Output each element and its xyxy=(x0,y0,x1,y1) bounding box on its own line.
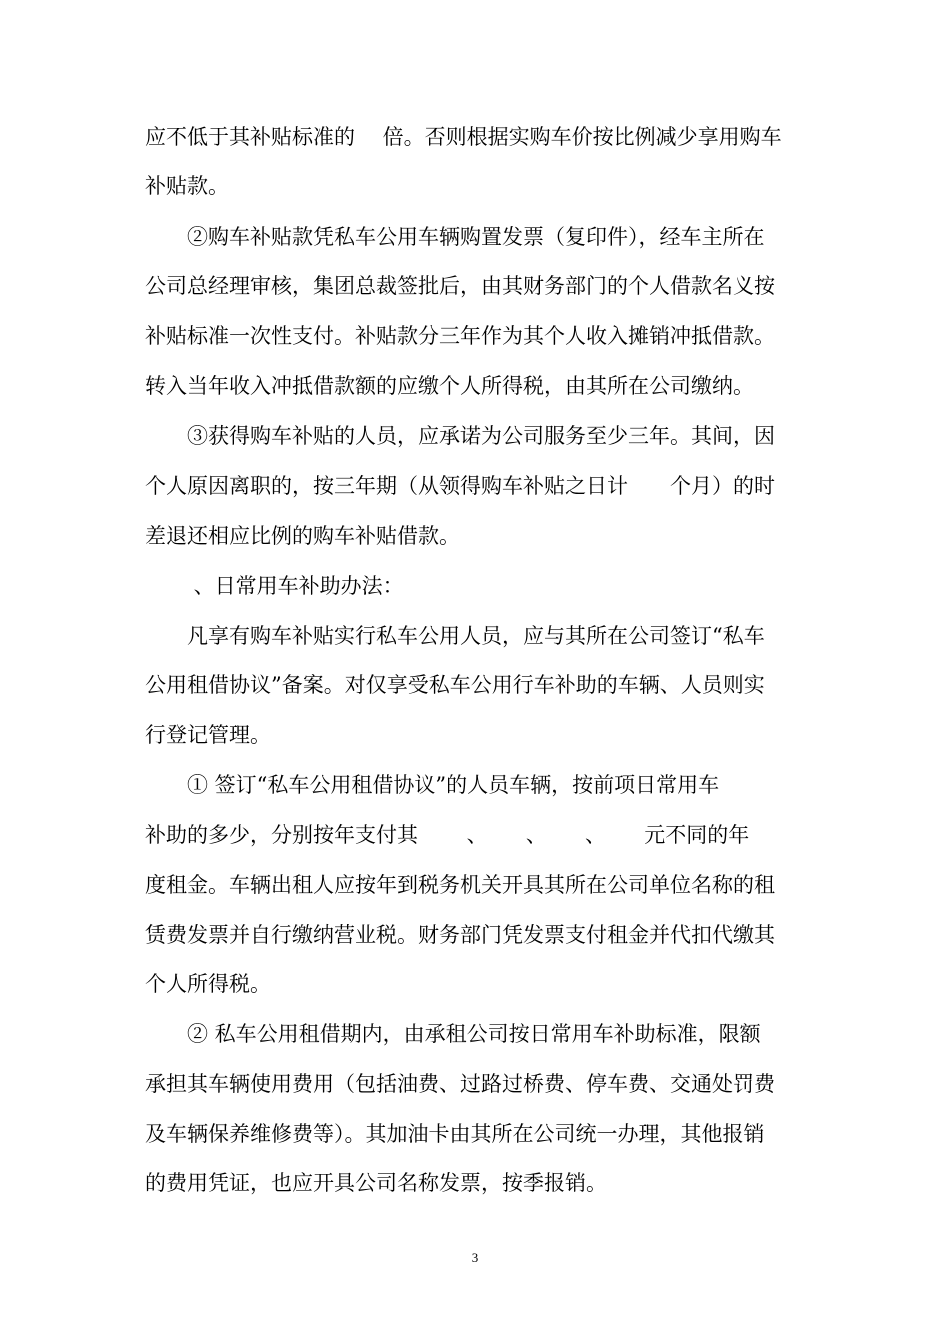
text-line: 承担其车辆使用费用（包括油费、过路过桥费、停车费、交通处罚费 xyxy=(145,1072,775,1096)
text-line: 个人原因离职的，按三年期（从领得购车补贴之日计 个月）的时 xyxy=(145,474,775,498)
paragraph-start-line: ②购车补贴款凭私车公用车辆购置发票（复印件），经车主所在 xyxy=(187,225,765,249)
text-line: 赁费发票并自行缴纳营业税。财务部门凭发票支付租金并代扣代缴其 xyxy=(145,923,775,947)
paragraph-start-line: 凡享有购车补贴实行私车公用人员，应与其所在公司签订“私车 xyxy=(187,624,765,648)
section-heading: 、日常用车补助办法： xyxy=(187,574,404,598)
text-line: 补贴标准一次性支付。补贴款分三年作为其个人收入摊销冲抵借款。 xyxy=(145,324,775,348)
page-number: 3 xyxy=(471,1250,479,1265)
text-line: 差退还相应比例的购车补贴借款。 xyxy=(145,524,460,548)
paragraph-start-line: ② 私车公用租借期内，由承租公司按日常用车补助标准，限额 xyxy=(187,1022,761,1046)
text-line: 公用租借协议”备案。对仅享受私车公用行车补助的车辆、人员则实 xyxy=(145,673,765,697)
text-line: 个人所得税。 xyxy=(145,972,271,996)
text-line: 的费用凭证，也应开具公司名称发票，按季报销。 xyxy=(145,1171,607,1195)
text-line: 补贴款。 xyxy=(145,174,229,198)
text-line: 公司总经理审核，集团总裁签批后，由其财务部门的个人借款名义按 xyxy=(145,274,775,298)
paragraph-start-line: ① 签订“私车公用租借协议”的人员车辆，按前项日常用车 xyxy=(187,773,720,797)
text-line: 行登记管理。 xyxy=(145,723,271,747)
text-line: 及车辆保养维修费等）。其加油卡由其所在公司统一办理，其他报销 xyxy=(145,1122,765,1146)
text-line: 补助的多少，分别按年支付其 、 、 、 元不同的年 xyxy=(145,823,750,847)
text-line: 应不低于其补贴标准的 倍。否则根据实购车价按比例减少享用购车 xyxy=(145,125,782,149)
text-line: 度租金。车辆出租人应按年到税务机关开具其所在公司单位名称的租 xyxy=(145,873,775,897)
paragraph-start-line: ③获得购车补贴的人员，应承诺为公司服务至少三年。其间，因 xyxy=(187,424,775,448)
text-line: 转入当年收入冲抵借款额的应缴个人所得税，由其所在公司缴纳。 xyxy=(145,374,754,398)
